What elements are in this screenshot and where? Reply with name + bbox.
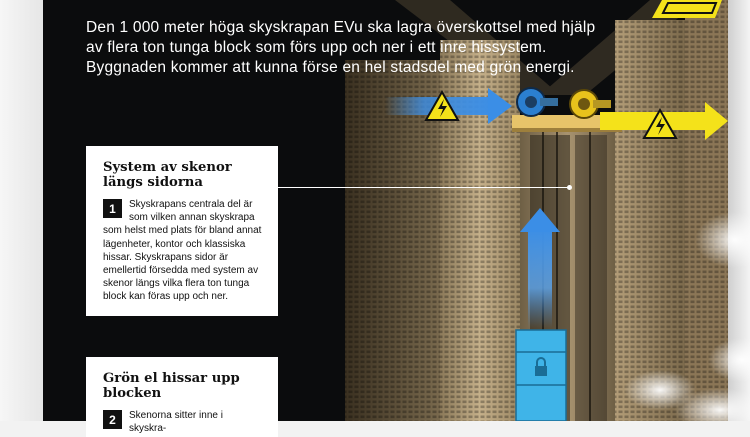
info-card-green-power bbox=[86, 357, 278, 437]
card-body: Skyskrapans centrala del är som vilken annan skyskrapa som helst med plats för bland annat lägenheter, kontor och klassiska hissar. Skyskrapans sidor är emellertid försedda med system av skenor längs vilka flera ton tunga block kan föras upp och ner. bbox=[103, 199, 262, 303]
callout-dot bbox=[567, 185, 572, 190]
weight-block bbox=[516, 330, 566, 421]
intro-text: Den 1 000 meter höga skyskrapan EVu ska lagra överskottsel med hjälp av flera ton tunga block som förs upp och ner i ett inre hissystem. Byggnaden kommer att kunna förse en hel stadsdel med grön energi. bbox=[86, 19, 596, 76]
hazard-label bbox=[652, 0, 722, 18]
step-number-badge: 2 bbox=[103, 410, 122, 429]
card-body: Skenorna sitter inne i skyskra- bbox=[129, 410, 223, 435]
card-title: System av skenor längs sidorna bbox=[103, 160, 232, 190]
callout-line bbox=[278, 187, 570, 188]
step-number-badge: 1 bbox=[103, 199, 122, 218]
info-card-rails bbox=[86, 146, 278, 316]
card-title: Grön el hissar upp blocken bbox=[103, 371, 240, 401]
